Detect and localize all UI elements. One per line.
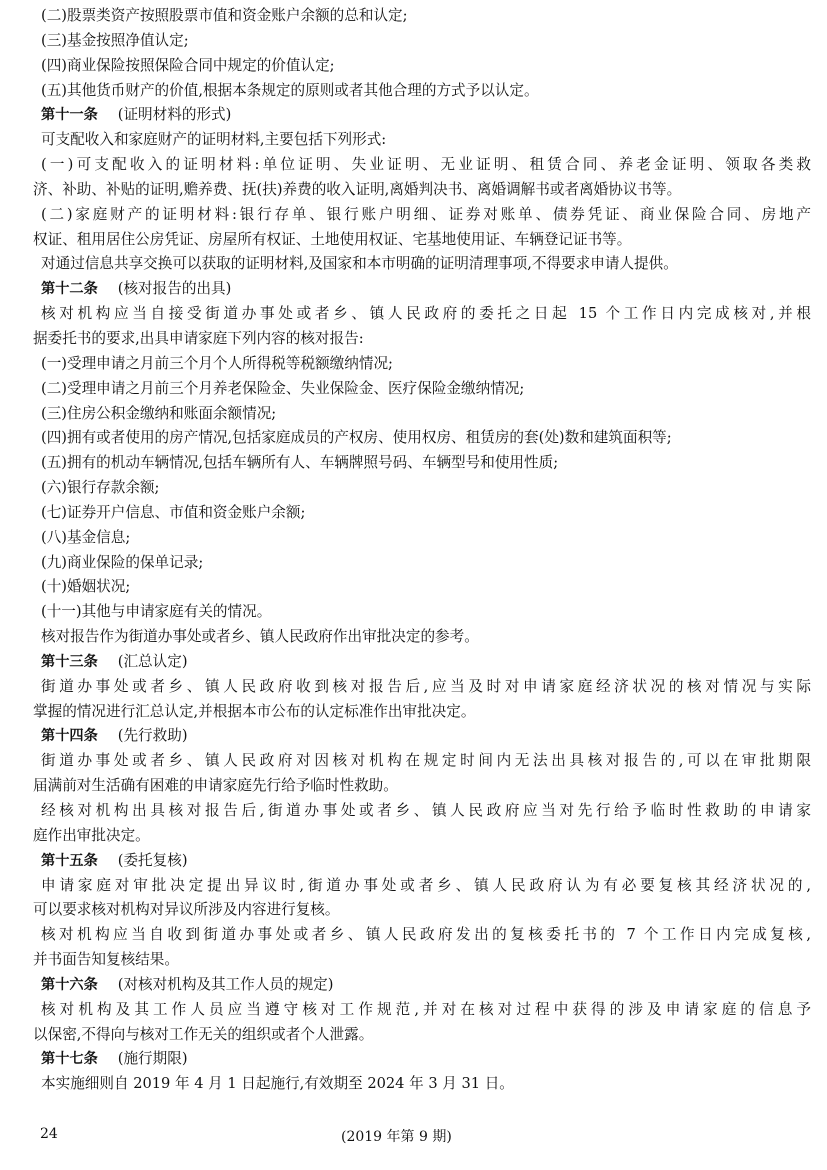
list-item: (八)基金信息;	[41, 528, 131, 546]
article-14-heading	[33, 724, 811, 749]
article-16-heading	[33, 973, 811, 998]
paragraph-line: 权证、租用居住公房凭证、房屋所有权证、土地使用权证、宅基地使用证、车辆登记证书等。	[33, 230, 632, 248]
paragraph-line: 届满前对生活确有困难的申请家庭先行给予临时性救助。	[33, 777, 398, 795]
paragraph-line: 掌握的情况进行汇总认定,并根据本市公布的认定标准作出审批决定。	[33, 702, 476, 720]
list-item: (五)拥有的机动车辆情况,包括车辆所有人、车辆牌照号码、车辆型号和使用性质;	[41, 454, 559, 472]
page-number: 24	[40, 1126, 58, 1142]
article-number: 第十二条	[41, 281, 98, 298]
page-footer	[0, 1126, 827, 1148]
article-title: (核对报告的出具)	[117, 280, 232, 298]
list-item: (九)商业保险的保单记录;	[41, 553, 204, 571]
article-number: 第十一条	[41, 107, 98, 124]
article-12-heading	[33, 277, 811, 302]
paragraph-line: 街道办事处或者乡、镇人民政府对因核对机构在规定时间内无法出具核对报告的,可以在审批期限	[41, 752, 811, 770]
article-number: 第十五条	[41, 852, 98, 869]
clause-2-line: (二)股票类资产按照股票市值和资金账户余额的总和认定;	[41, 7, 408, 24]
paragraph-line: 核对机构及其工作人员应当遵守核对工作规范,并对在核对过程中获得的涉及申请家庭的信息予	[41, 1000, 811, 1018]
paragraph-line: 可以要求核对机构对异议所涉及内容进行复核。	[33, 901, 340, 919]
article-11-heading	[33, 103, 811, 128]
paragraph-line: 申请家庭对审批决定提出异议时,街道办事处或者乡、镇人民政府认为有必要复核其经济状况的,	[41, 876, 811, 894]
paragraph-line: 以保密,不得向与核对工作无关的组织或者个人泄露。	[33, 1025, 374, 1043]
paragraph-line: 本实施细则自 2019 年 4 月 1 日起施行,有效期至 2024 年 3 月 31 日。	[41, 1075, 514, 1093]
paragraph-line: 并书面告知复核结果。	[33, 951, 179, 969]
article-number: 第十六条	[41, 976, 98, 993]
clause-4-line: (四)商业保险按照保险合同中规定的价值认定;	[41, 56, 335, 74]
list-item: (十)婚姻状况;	[41, 578, 131, 596]
list-item: (三)住房公积金缴纳和账面余额情况;	[41, 404, 277, 422]
paragraph-line: 核对机构应当自接受街道办事处或者乡、镇人民政府的委托之日起 15 个工作日内完成核对,并根	[41, 305, 811, 323]
list-item: (十一)其他与申请家庭有关的情况。	[41, 603, 272, 621]
paragraph-line: 庭作出审批决定。	[33, 826, 150, 844]
list-item: (四)拥有或者使用的房产情况,包括家庭成员的产权房、使用权房、租赁房的套(处)数和建筑面积等;	[41, 429, 672, 447]
paragraph-line: 核对机构应当自收到街道办事处或者乡、镇人民政府发出的复核委托书的 7 个工作日内完成复核,	[41, 926, 811, 944]
paragraph-line: 据委托书的要求,出具申请家庭下列内容的核对报告:	[33, 329, 364, 347]
article-title: (汇总认定)	[117, 652, 188, 670]
paragraph-line: 可支配收入和家庭财产的证明材料,主要包括下列形式:	[41, 131, 387, 149]
article-title: (先行救助)	[117, 727, 188, 745]
paragraph-line: 街道办事处或者乡、镇人民政府收到核对报告后,应当及时对申请家庭经济状况的核对情况与实际	[41, 677, 811, 695]
clause-5-line: (五)其他货币财产的价值,根据本条规定的原则或者其他合理的方式予以认定。	[41, 81, 539, 99]
article-17-heading	[33, 1047, 811, 1072]
article-title: (证明材料的形式)	[117, 106, 232, 124]
list-item: (一)受理申请之月前三个月个人所得税等税额缴纳情况;	[41, 354, 393, 372]
paragraph-line: 核对报告作为街道办事处或者乡、镇人民政府作出审批决定的参考。	[41, 628, 479, 646]
issue-label: (2019 年第 9 期)	[341, 1129, 452, 1145]
article-15-heading	[33, 849, 811, 874]
clause-3-line: (三)基金按照净值认定;	[41, 31, 189, 49]
article-title: (对核对机构及其工作人员的规定)	[117, 975, 334, 993]
paragraph-line: (二)家庭财产的证明材料:银行存单、银行账户明细、证券对账单、债券凭证、商业保险合同、房地产	[41, 205, 811, 223]
article-number: 第十四条	[41, 728, 98, 745]
article-number: 第十三条	[41, 653, 98, 670]
paragraph-line: 对通过信息共享交换可以获取的证明材料,及国家和本市明确的证明清理事项,不得要求申请人提供。	[41, 255, 678, 273]
document-page	[33, 4, 811, 1097]
list-item: (六)银行存款余额;	[41, 479, 160, 497]
article-13-heading	[33, 650, 811, 675]
list-item: (七)证券开户信息、市值和资金账户余额;	[41, 503, 306, 521]
article-title: (委托复核)	[117, 851, 188, 869]
paragraph-line: 经核对机构出具核对报告后,街道办事处或者乡、镇人民政府应当对先行给予临时性救助的申请家	[41, 802, 811, 819]
article-number: 第十七条	[41, 1051, 98, 1068]
paragraph-line: (一)可支配收入的证明材料:单位证明、失业证明、无业证明、租赁合同、养老金证明、领取各类救	[41, 156, 811, 174]
paragraph-line: 济、补助、补贴的证明,赡养费、抚(扶)养费的收入证明,离婚判决书、离婚调解书或者离婚协议书等。	[33, 180, 682, 198]
list-item: (二)受理申请之月前三个月养老保险金、失业保险金、医疗保险金缴纳情况;	[41, 379, 525, 397]
article-title: (施行期限)	[117, 1050, 188, 1068]
